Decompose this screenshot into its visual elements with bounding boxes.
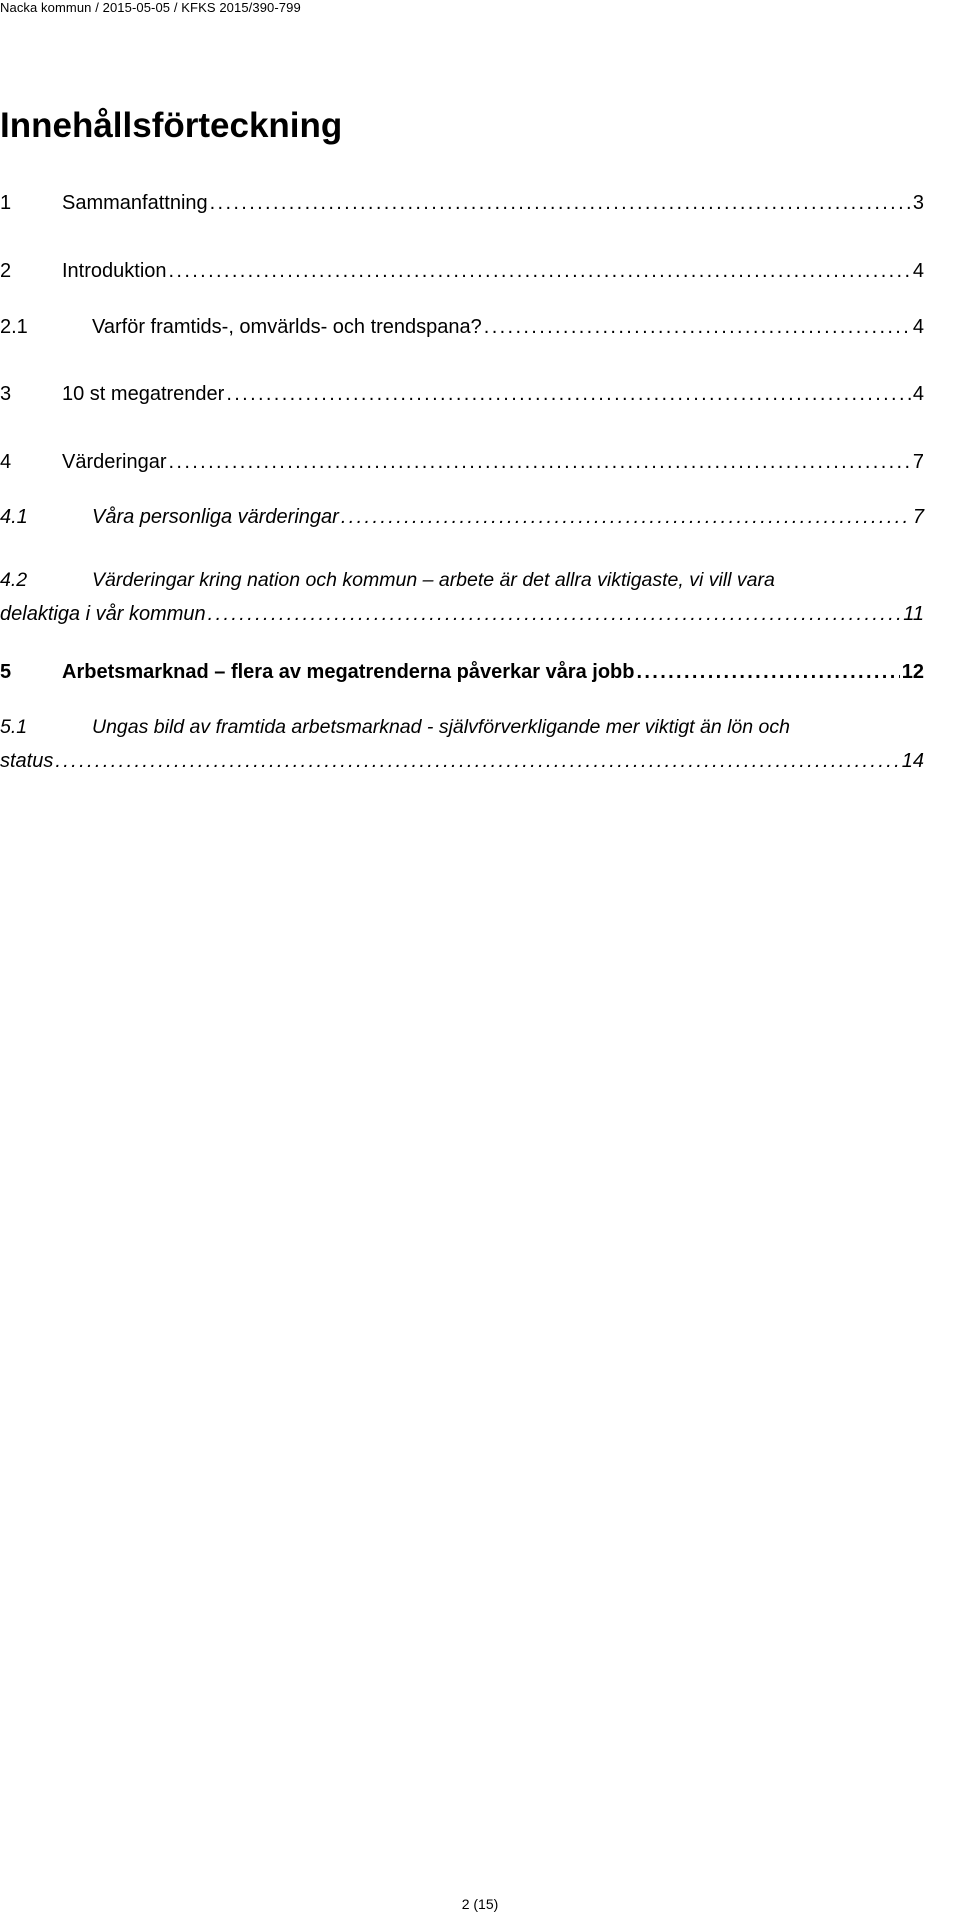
toc-entry-page: 4 (912, 383, 924, 405)
toc-entry-2[interactable] (0, 254, 924, 288)
toc-entry-number: 4.2 (0, 569, 28, 591)
toc-entry-title: Värderingar kring nation och kommun – arbete är det allra viktigaste, vi vill vara (92, 569, 775, 591)
toc-entry-number: 4.1 (0, 506, 28, 528)
dot-leader (210, 186, 911, 220)
dot-leader (169, 445, 911, 479)
dot-leader (169, 254, 911, 288)
toc-entry-title: Introduktion (62, 260, 167, 282)
toc-heading: Innehållsförteckning (0, 106, 343, 145)
toc-entry-title: Sammanfattning (62, 192, 208, 214)
toc-entry-5-1[interactable] (0, 710, 924, 778)
toc-entry-page: 7 (912, 506, 924, 528)
toc-entry-4-1[interactable] (0, 500, 924, 534)
toc-entry-number: 1 (0, 192, 12, 214)
toc-entry-number: 2.1 (0, 316, 28, 338)
toc-entry-number: 3 (0, 383, 12, 405)
toc-entry-title: Värderingar (62, 451, 167, 473)
dot-leader (341, 500, 911, 534)
toc-entry-number: 5.1 (0, 716, 28, 738)
dot-leader (484, 310, 911, 344)
toc-entry-title: 10 st megatrender (62, 383, 225, 405)
toc-entry-title: Varför framtids-, omvärlds- och trendspana? (92, 316, 482, 338)
toc-entry-page: 7 (912, 451, 924, 473)
toc-entry-page: 4 (912, 316, 924, 338)
toc-entry-title: Våra personliga värderingar (92, 506, 339, 528)
toc-entry-1[interactable] (0, 186, 924, 220)
dot-leader (226, 377, 911, 411)
document-header-meta: Nacka kommun / 2015-05-05 / KFKS 2015/390-799 (0, 0, 301, 15)
toc-entry-page: 11 (903, 603, 924, 625)
toc-entry-3[interactable] (0, 377, 924, 411)
dot-leader (208, 597, 902, 631)
toc-entry-number: 4 (0, 451, 12, 473)
toc-entry-number: 5 (0, 661, 12, 683)
dot-leader (636, 655, 899, 689)
toc-entry-4[interactable] (0, 445, 924, 479)
toc-entry-page: 14 (901, 750, 924, 772)
toc-entry-title-continuation: status (0, 750, 54, 772)
toc-entry-5[interactable] (0, 655, 924, 689)
toc-entry-page: 4 (912, 260, 924, 282)
toc-entry-2-1[interactable] (0, 310, 924, 344)
toc-entry-number: 2 (0, 260, 12, 282)
toc-entry-title: Arbetsmarknad – flera av megatrenderna påverkar våra jobb (62, 661, 635, 683)
toc-entry-page: 12 (901, 661, 924, 683)
toc-entry-4-2[interactable] (0, 563, 924, 631)
toc-entry-title-continuation: delaktiga i vår kommun (0, 603, 206, 625)
dot-leader (55, 744, 899, 778)
toc-entry-page: 3 (912, 192, 924, 214)
toc-entry-title: Ungas bild av framtida arbetsmarknad - självförverkligande mer viktigt än lön och (92, 716, 790, 738)
page-indicator: 2 (15) (461, 1896, 499, 1912)
